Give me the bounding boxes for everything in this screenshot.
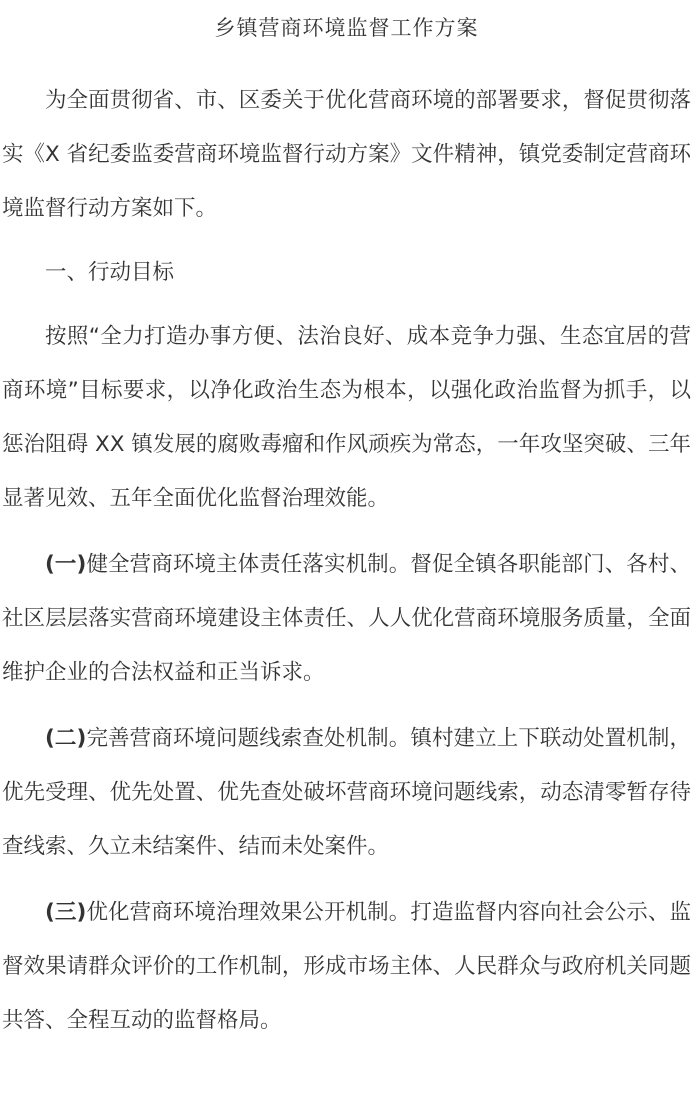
paragraph-text: 健全营商环境主体责任落实机制。督促全镇各职能部门、各村、社区层层落实营商环境建设主体责任、人人优化营商环境服务质量，全面维护企业的合法权益和正当诉求。 (2, 552, 691, 685)
item-number: (一) (45, 552, 87, 577)
item-number: (三) (45, 900, 87, 925)
paragraph-text: 优化营商环境治理效果公开机制。打造监督内容向社会公示、监督效果请群众评价的工作机制，形成市场主体、人民群众与政府机关同题共答、全程互动的监督格局。 (2, 900, 691, 1033)
item-number: (二) (45, 726, 87, 751)
paragraph-item-3 (2, 886, 691, 1048)
paragraph-goals (2, 310, 691, 526)
paragraph-text: 为全面贯彻省、市、区委关于优化营商环境的部署要求，督促贯彻落实《X 省纪委监委营商环境监督行动方案》文件精神，镇党委制定营商环境监督行动方案如下。 (2, 88, 691, 221)
document-title: 乡镇营商环境监督工作方案 (214, 16, 479, 40)
paragraph-item-1 (2, 538, 691, 700)
section-heading-goals (2, 246, 691, 300)
paragraph-intro (2, 74, 691, 236)
paragraph-item-2 (2, 712, 691, 874)
paragraph-text: 完善营商环境问题线索查处机制。镇村建立上下联动处置机制，优先受理、优先处置、优先查处破坏营商环境问题线索，动态清零暂存待查线索、久立未结案件、结而未处案件。 (2, 726, 691, 859)
section-heading-text: 一、行动目标 (45, 260, 175, 285)
paragraph-text: 按照“全力打造办事方便、法治良好、成本竞争力强、生态宜居的营商环境”目标要求，以净化政治生态为根本，以强化政治监督为抓手，以惩治阻碍 XX 镇发展的腐败毒瘤和作风顽疾为常态，一年攻坚突破、三年显著见效、五年全面优化监督治理效能。 (2, 324, 691, 511)
